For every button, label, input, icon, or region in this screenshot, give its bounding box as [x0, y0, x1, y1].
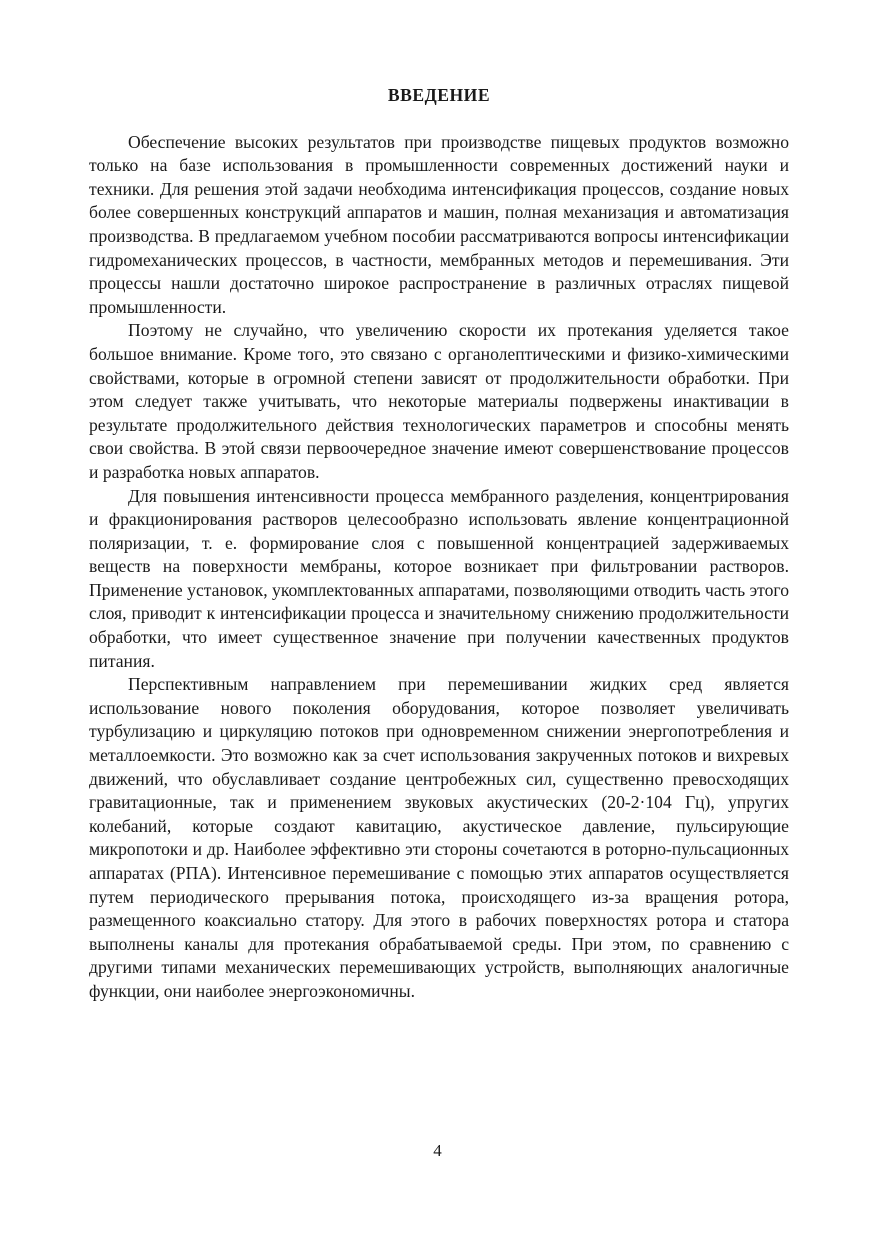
paragraph: Для повышения интенсивности процесса мембранного разделения, концентрирования и фракционирования растворов целесообразно использовать явление концентрационной поляризации, т. е. формирование слоя с повышенной концентрацией задерживаемых веществ на поверхности мембраны, которое возникает при фильтровании растворов. Применение установок, укомплектованных аппаратами, позволяющими отводить часть этого слоя, приводит к интенсификации процесса и значительному снижению продолжительности обработки, что имеет существенное значение при получении качественных продуктов питания.: [89, 485, 789, 671]
paragraph: Поэтому не случайно, что увеличению скорости их протекания уделяется такое большое внимание. Кроме того, это связано с органолептическими и физико-химическими свойствами, которые в огромной степени зависят от продолжительности обработки. При этом следует также учитывать, что некоторые материалы подвержены инактивации в результате продолжительного действия технологических параметров и способны менять свои свойства. В этой связи первоочередное значение имеют совершенствование процессов и разработка новых аппаратов.: [89, 320, 789, 482]
document-page: [89, 84, 789, 1004]
section-title: ВВЕДЕНИЕ: [387, 85, 491, 105]
paragraph: Перспективным направлением при перемешивании жидких сред является использование нового поколения оборудования, которое позволяет увеличивать турбулизацию и циркуляцию потоков при одновременном снижении энергопотребления и металлоемкости. Это возможно как за счет использования закрученных потоков и вихревых движений, что обуславливает создание центробежных сил, существенно превосходящих гравитационные, так и применением звуковых акустических (20-2·104 Гц), упругих колебаний, которые создают кавитацию, акустическое давление, пульсирующие микропотоки и др. Наиболее эффективно эти стороны сочетаются в роторно-пульсационных аппаратах (РПА). Интенсивное перемешивание с помощью этих аппаратов осуществляется путем периодического прерывания потока, происходящего из-за вращения ротора, размещенного коаксиально статору. Для этого в рабочих поверхностях ротора и статора выполнены каналы для протекания обрабатываемой среды. При этом, по сравнению с другими типами механических перемешивающих устройств, выполняющих аналогичные функции, они наиболее энергоэкономичны.: [89, 674, 789, 1001]
page-number: 4: [433, 1141, 442, 1160]
paragraph: Обеспечение высоких результатов при производстве пищевых продуктов возможно только на базе использования в промышленности современных достижений науки и техники. Для решения этой задачи необходима интенсификация процессов, создание новых более совершенных конструкций аппаратов и машин, полная механизация и автоматизация производства. В предлагаемом учебном пособии рассматриваются вопросы интенсификации гидромеханических процессов, в частности, мембранных методов и перемешивания. Эти процессы нашли достаточно широкое распространение в различных отраслях пищевой промышленности.: [89, 131, 789, 317]
